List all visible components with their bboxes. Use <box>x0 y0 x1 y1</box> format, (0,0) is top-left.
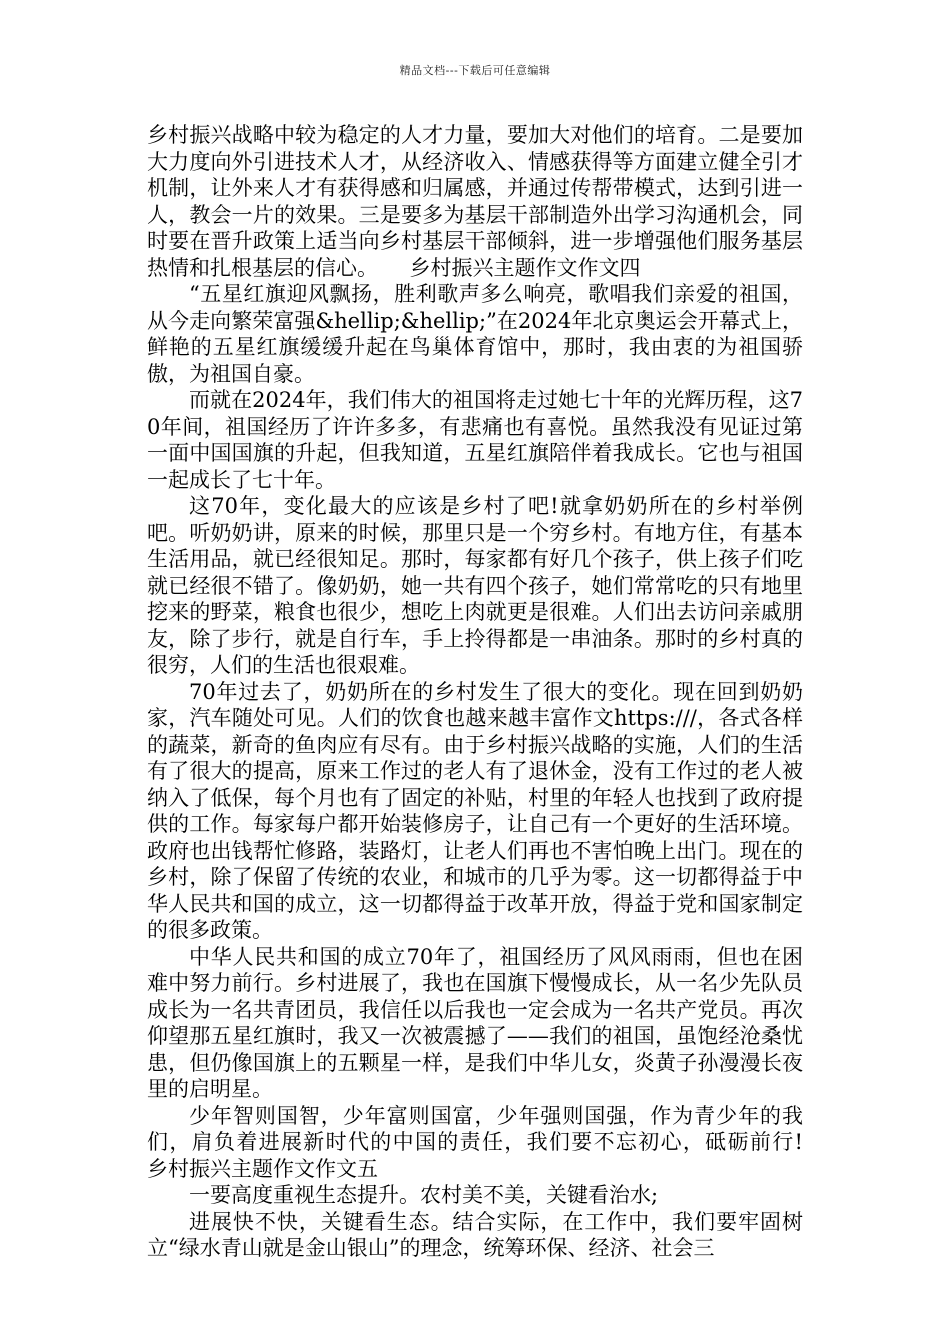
paragraph-8: 一要高度重视生态提升。农村美不美，关键看治水; <box>189 1183 659 1207</box>
paragraph-7: 少年智则国智，少年富则国富，少年强则国强，作为青少年的我们，肩负着进展新时代的中国的责任，我们要不忘初心，砥砺前行! 乡村振兴主题作文作文五 <box>147 1103 845 1181</box>
document-body <box>147 122 845 1262</box>
paragraph-6: 中华人民共和国的成立70年了，祖国经历了风风雨雨，但也在困难中努力前行。乡村进展了，我也在国旗下慢慢成长，从一名少先队员成长为一名共青团员，我信任以后我也一定会成为一名共产党员。再次仰望那五星红旗时，我又一次被震撼了——我们的祖国，虽饱经沧桑忧患，但仍像国旗上的五颗星一样，是我们中华儿女，炎黄子孙漫漫长夜里的启明星。 <box>147 944 803 1101</box>
page-header: 精品文档---下载后可任意编辑 <box>399 64 551 77</box>
paragraph-3: 而就在2024年，我们伟大的祖国将走过她七十年的光辉历程，这70年间，祖国经历了许许多多，有悲痛也有喜悦。虽然我没有见证过第一面中国国旗的升起，但我知道，五星红旗陪伴着我成长。它也与祖国一起成长了七十年。 <box>147 388 803 492</box>
paragraph-1: 乡村振兴战略中较为稳定的人才力量，要加大对他们的培育。二是要加大力度向外引进技术人才，从经济收入、情感获得等方面建立健全引才机制，让外来人才有获得感和归属感，并通过传帮带模式，达到引进一人，教会一片的效果。三是要多为基层干部制造外出学习沟通机会，同时要在晋升政策上适当向乡村基层干部倾斜，进一步增强他们服务基层热情和扎根基层的信心。 乡村振兴主题作文作文四 <box>147 123 803 280</box>
paragraph-9: 进展快不快，关键看生态。结合实际，在工作中，我们要牢固树立“绿水青山就是金山银山”的理念，统筹环保、经济、社会三 <box>147 1209 803 1260</box>
paragraph-2: “五星红旗迎风飘扬，胜利歌声多么响亮，歌唱我们亲爱的祖国，从今走向繁荣富强&hellip;&hellip;”在2024年北京奥运会开幕式上，鲜艳的五星红旗缓缓升起在鸟巢体育馆中，那时，我由衷的为祖国骄傲，为祖国自豪。 <box>147 282 803 386</box>
paragraph-4: 这70年，变化最大的应该是乡村了吧!就拿奶奶所在的乡村举例吧。听奶奶讲，原来的时候，那里只是一个穷乡村。有地方住，有基本生活用品，就已经很知足。那时，每家都有好几个孩子，供上孩子们吃就已经很不错了。像奶奶，她一共有四个孩子，她们常常吃的只有地里挖来的野菜，粮食也很少，想吃上肉就更是很难。人们出去访问亲戚朋友，除了步行，就是自行车，手上拎得都是一串油条。那时的乡村真的很穷，人们的生活也很艰难。 <box>147 494 803 677</box>
paragraph-5: 70年过去了，奶奶所在的乡村发生了很大的变化。现在回到奶奶家，汽车随处可见。人们的饮食也越来越丰富作文https:///，各式各样的蔬菜，新奇的鱼肉应有尽有。由于乡村振兴战略的实施，人们的生活有了很大的提高，原来工作过的老人有了退休金，没有工作过的老人被纳入了低保，每个月也有了固定的补贴，村里的年轻人也找到了政府提供的工作。每家每户都开始装修房子，让自己有一个更好的生活环境。政府也出钱帮忙修路，装路灯，让老人们再也不害怕晚上出门。现在的乡村，除了保留了传统的农业，和城市的几乎为零。这一切都得益于中华人民共和国的成立，这一切都得益于改革开放，得益于党和国家制定的很多政策。 <box>147 679 803 942</box>
